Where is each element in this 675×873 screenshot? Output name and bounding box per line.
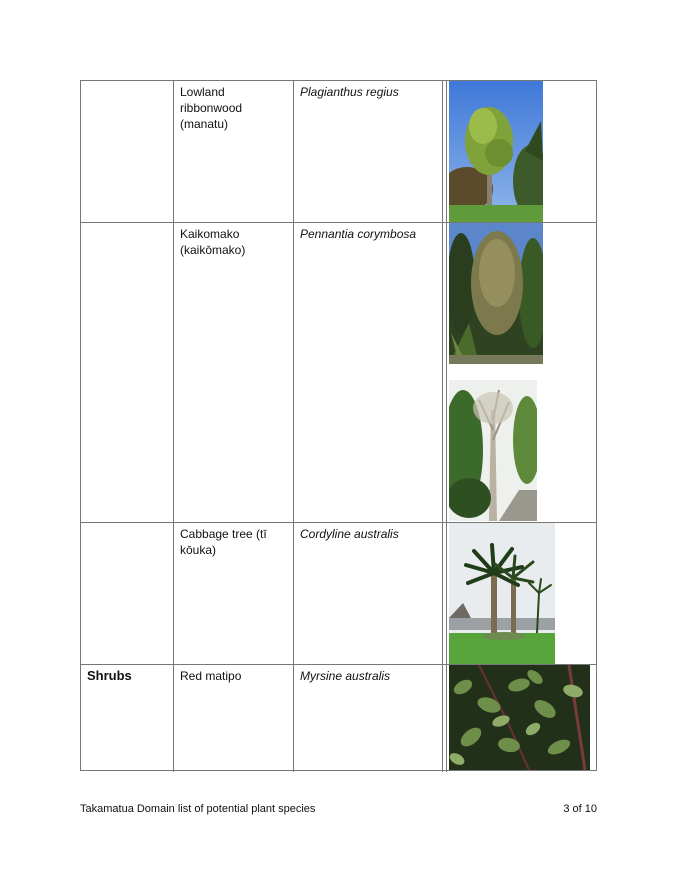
common-name-cell (174, 223, 294, 522)
category-cell (81, 523, 174, 664)
common-name: Red matipo (180, 669, 242, 683)
scientific-name: Plagianthus regius (300, 85, 399, 99)
cell-divider (446, 81, 447, 222)
cell-divider (446, 523, 447, 664)
scientific-name: Pennantia corymbosa (300, 227, 417, 241)
photo-cell (443, 81, 598, 222)
common-name: Cabbage tree (tī kōuka) (180, 527, 267, 557)
table-row (81, 523, 596, 665)
common-name-cell (174, 523, 294, 664)
table-row (81, 665, 596, 772)
category-cell (81, 223, 174, 522)
common-name: Lowland ribbonwood (manatu) (180, 85, 243, 131)
common-name-cell (174, 665, 294, 772)
kaikomako-photo-1 (449, 223, 543, 364)
plant-species-table (80, 80, 597, 771)
footer-title: Takamatua Domain list of potential plant species (80, 803, 316, 815)
cabbage-tree-photo (449, 523, 555, 664)
scientific-name: Myrsine australis (300, 669, 391, 683)
scientific-name-cell (294, 223, 443, 522)
page-number: 3 of 10 (563, 803, 597, 815)
common-name: Kaikomako (kaikōmako) (180, 227, 246, 257)
red-matipo-photo (449, 665, 590, 770)
category-label (81, 81, 173, 87)
kaikomako-photo-2 (449, 380, 537, 521)
category-cell (81, 81, 174, 222)
scientific-name-cell (294, 523, 443, 664)
lowland-ribbonwood-photo (449, 81, 543, 222)
page-footer (80, 803, 597, 815)
category-label (81, 223, 173, 229)
cell-divider (446, 223, 447, 522)
table-row (81, 81, 596, 223)
common-name-cell (174, 81, 294, 222)
category-label (81, 523, 173, 529)
photo-cell (443, 523, 598, 664)
category-cell (81, 665, 174, 772)
category-label: Shrubs (87, 668, 132, 683)
scientific-name-cell (294, 81, 443, 222)
photo-cell (443, 665, 598, 772)
table-row (81, 223, 596, 523)
cell-divider (446, 665, 447, 772)
scientific-name: Cordyline australis (300, 527, 399, 541)
photo-cell (443, 223, 598, 522)
scientific-name-cell (294, 665, 443, 772)
